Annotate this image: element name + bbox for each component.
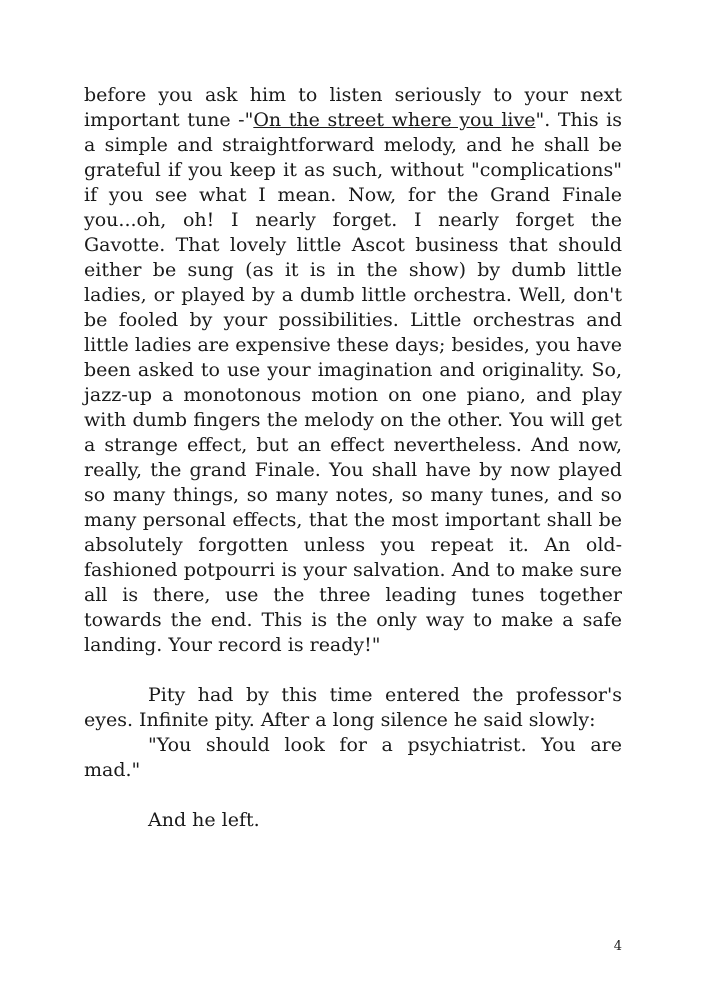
- paragraph-he-left: And he left.: [148, 809, 260, 831]
- text-block: [84, 83, 622, 833]
- paragraph-text-before-title: before you ask him to listen seriously to your next important tune -": [84, 84, 622, 131]
- underlined-song-title: On the street where you live: [253, 109, 536, 131]
- page-number: 4: [613, 939, 622, 954]
- paragraph-text-after-title: ". This is a simple and straightforward melody, and he shall be grateful if you keep it as such, without "complications" if you see what I mean. Now, for the Grand Finale you...oh, oh! I nearly forget. I nearly forget the Gavotte. That lovely little Ascot business that should either be sung (as it is in the show) by dumb little ladies, or played by a dumb little orchestra. Well, don't be fooled by your possibilities. Little orchestras and little ladies are expensive these days; besides, you have been asked to use your imagination and originality. So, jazz-up a monotonous motion on one piano, and play with dumb fingers the melody on the other. You will get a strange effect, but an effect nevertheless. And now, really, the grand Finale. You shall have by now played so many things, so many notes, so many tunes, and so many personal effects, that the most important shall be absolutely forgotten unless you repeat it. An old-fashioned potpourri is your salvation. And to make sure all is there, use the three leading tunes together towards the end. This is the only way to make a safe landing. Your record is ready!": [84, 109, 622, 656]
- paragraph-pity: Pity had by this time entered the professor's eyes. Infinite pity. After a long silence he said slowly:: [84, 684, 622, 731]
- paragraph-continuation: [84, 83, 622, 658]
- paragraph-quote: "You should look for a psychiatrist. You are mad.": [84, 734, 622, 781]
